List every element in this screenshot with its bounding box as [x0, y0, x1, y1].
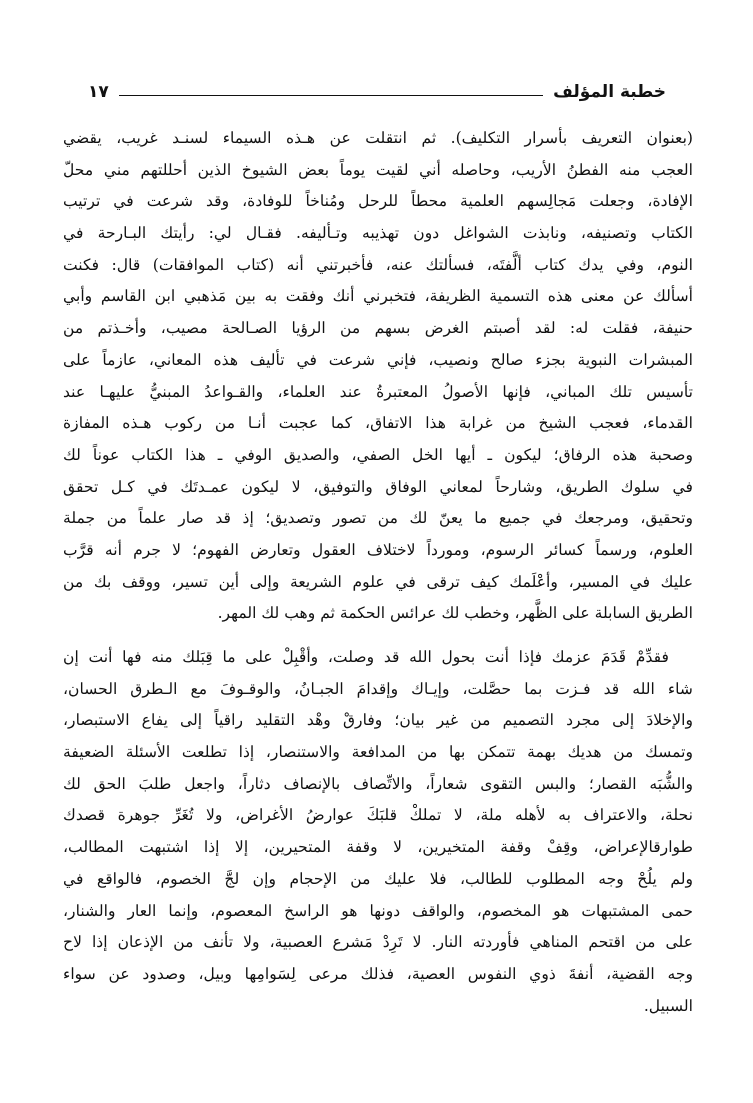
text-line: نحلة، والاعتراف به لأهله ملة، لا تملكْ قلبَكَ عوارضُ الأغراض، ولا تُغَرِّ جوهرة قصدك: [63, 806, 693, 825]
chapter-title: خطبة المؤلف: [553, 82, 666, 102]
paragraph-2: [63, 642, 693, 1022]
text-line: العلوم، ورسماً كسائر الرسوم، ومورداً لاختلاف العقول وتعارض الفهوم؛ لا جرم أنه قرَّب: [63, 540, 693, 559]
paragraph-1: [63, 123, 693, 630]
text-line: النوم، وفي يدك كتاب ألَّفتَه، فسألتك عنه، فأخبرتني أنه (كتاب الموافقات) قال: فكنت: [63, 255, 693, 274]
text-line: شاء الله قد فـزت بما حصَّلت، وإيـاك وإقدامَ الجبـانُ، والوقـوفَ مع الـطرق الحسان،: [63, 679, 693, 698]
text-line: الإفادة، وجعلت مَجالِسهم العلمية محطاً للرحل ومُناخاً للوفادة، وقد شرعت في ترتيب: [63, 192, 693, 211]
text-line: عليك في المسير، وأعْلَمك كيف ترقى في علوم الشريعة وإلى أين تسير، ووقف بك من: [63, 572, 693, 591]
running-header: [88, 77, 666, 103]
text-line: وتمسك من هديك بهمة تتمكن بها من المدافعة والاستنصار، إذا تطلعت الأسئلة الضعيفة: [63, 743, 693, 762]
text-line: في سلوك الطريق، وشارحاً لمعاني الوفاق والتوفيق، لا ليكون عمـدتَك في كـل تحقق: [63, 477, 693, 496]
text-line: السبيل.: [643, 996, 693, 1015]
text-line: وصحبة هذه الرفاق؛ ليكون ـ أيها الخل الصفي، والصديق الوفي ـ هذا الكتاب عوناً لك: [63, 445, 693, 464]
text-line: العجب منه الفطنُ الأريب، وحاصله أني لقيت يوماً بعض الشيوخ الذين أحللتهم مني محلّ: [63, 160, 693, 179]
text-line: الطريق السابلة على الظَّهر، وخطب لك عرائس الحكمة ثم وهب لك المهر.: [217, 604, 693, 623]
body-text: [63, 123, 693, 1083]
text-line: والشُّبَه القصار؛ والبس التقوى شعاراً، والاتِّصاف بالإنصاف دثاراً، واجعل طلبَ الحق لك: [63, 774, 693, 793]
text-line: والإخلادَ إلى مجرد التصميم من غير بيان؛ وفارقْ وهْد التقليد راقياً إلى يفاع الاستبصار،: [63, 711, 693, 730]
text-line: على من اقتحم المناهي فأوردته النار. لا تَرِدْ مَشرع العصبية، ولا تأنف من الإذعان إذا لاح: [63, 933, 693, 952]
text-line: حمى المشتبهات هو المخصوم، والواقف دونها هو الراسخ المعصوم، وإنما العار والشنار،: [63, 901, 693, 920]
text-line: وجه القضية، أنفةَ ذوي النفوس العصية، فذلك مرعى لِسَوامِها وبيل، وصدود عن سواء: [63, 964, 693, 983]
text-line: حنيفة، فقلت له: لقد أصبتم الغرض بسهم من الرؤيا الصـالحة مصيب، وأخـذتم من: [63, 319, 693, 338]
text-line: وتحقيق، ومرجعك في جميع ما يعنّ لك من تصور وتصديق؛ إذ قد صار علماً من جملة: [63, 509, 693, 528]
text-line: القدماء، فعجب الشيخ من غرابة هذا الاتفاق، كما عجبت أنـا من ركوب هـذه المفازة: [63, 414, 693, 433]
text-line: (بعنوان التعريف بأسرار التكليف). ثم انتقلت عن هـذه السيماء لسنـد غريب، يقضي: [63, 129, 693, 147]
text-line: تأسيس تلك المباني، فإنها الأصولُ المعتبرةُ عند العلماء، والقـواعدُ المبنيُّ عليهـا عند: [63, 382, 693, 401]
page-number: ١٧: [88, 82, 109, 102]
header-rule: [119, 95, 543, 96]
text-line: الكتاب وتصنيفه، ونابذت الشواغل دون تهذيبه وتـأليفه. فقـال لي: رأيتك البـارحة في: [63, 224, 693, 243]
text-line: فقدِّمْ قَدَمَ عزمك فإذا أنت بحول الله قد وصلت، وأقْبِلْ على ما قِبَلك منه فها أنت إن: [63, 648, 669, 666]
text-line: طوارقالإعراض، وقِفْ وقفة المتخيرين، لا وقفة المتحيرين، إلا إذا اشتبهت المطالب،: [63, 838, 693, 857]
text-line: المبشرات النبوية بجزء صالح ونصيب، فإني شرعت في تأليف هذه المعاني، عازماً على: [63, 350, 693, 369]
text-line: أسألك عن معنى هذه التسمية الظريفة، فتخبرني أنك وفقت به بين مَذهبي ابن القاسم وأبي: [63, 287, 693, 306]
text-line: ولم يلُحْ وجه المطلوب للطالب، فلا عليك من الإحجام وإن لجَّ الخصوم، فالواقع في: [63, 869, 693, 888]
